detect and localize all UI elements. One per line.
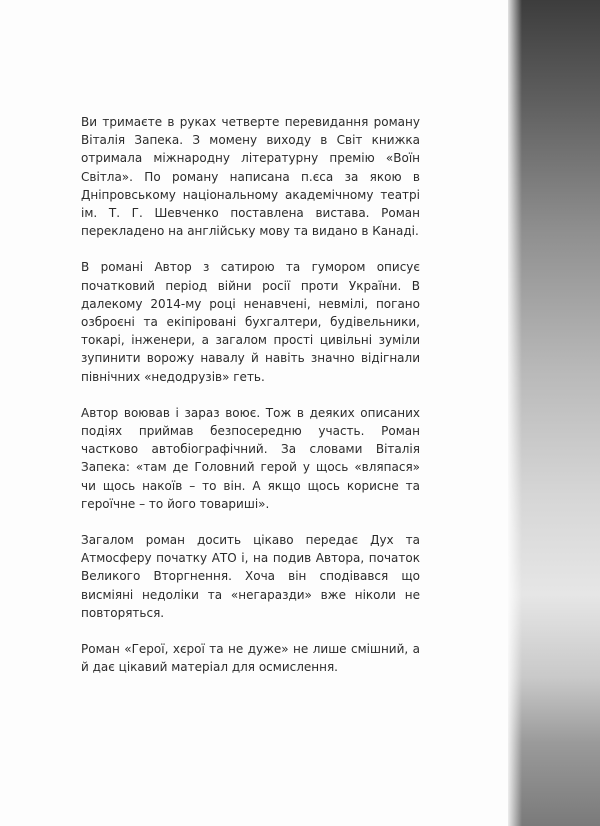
paragraph-author-experience: Автор воював і зараз воює. Тож в деяких описаних подіях приймав безпосередню участь. Роман частково автобіографічний. За словами Віталія Запека: «там де Головний герой у щось «вляпася» чи щось накоїв – то він. А якщо щось корисне та героїчне – то його товариші».	[81, 405, 420, 511]
annotation-text	[81, 113, 420, 694]
paragraph-conclusion: Роман «Герої, хєрої та не дуже» не лише смішний, а й дає цікавий матеріал для осмислення.	[81, 642, 420, 675]
paragraph-reprint-info: Ви тримаєте в руках четверте перевидання роману Віталія Запека. З момену виходу в Світ книжка отримала міжнародну літературну премію «Воїн Світла». По роману написана п.єса за якою в Дніпровському національному академічному театрі ім. Т. Г. Шевченко поставлена вистава. Роман перекладено на англійську мову та видано в Канаді.	[81, 115, 420, 239]
paragraph-atmosphere: Загалом роман досить цікаво передає Дух та Атмосферу початку АТО і, на подив Автора, початок Великого Вторгнення. Хоча він сподівався що висміяні недоліки та «негаразди» вже ніколи не повторяться.	[81, 533, 420, 620]
paragraph-novel-summary: В романі Автор з сатирою та гумором описує початковий період війни росії проти України. В далекому 2014-му році ненавчені, невмілі, погано озброєні та екіпіровані бухгалтери, будівельники, токарі, інженери, а загалом прості цивільні зуміли зупинити ворожу навалу й навіть значно відігнали північних «недодрузів» геть.	[81, 260, 420, 384]
book-spine-shadow	[508, 0, 600, 826]
